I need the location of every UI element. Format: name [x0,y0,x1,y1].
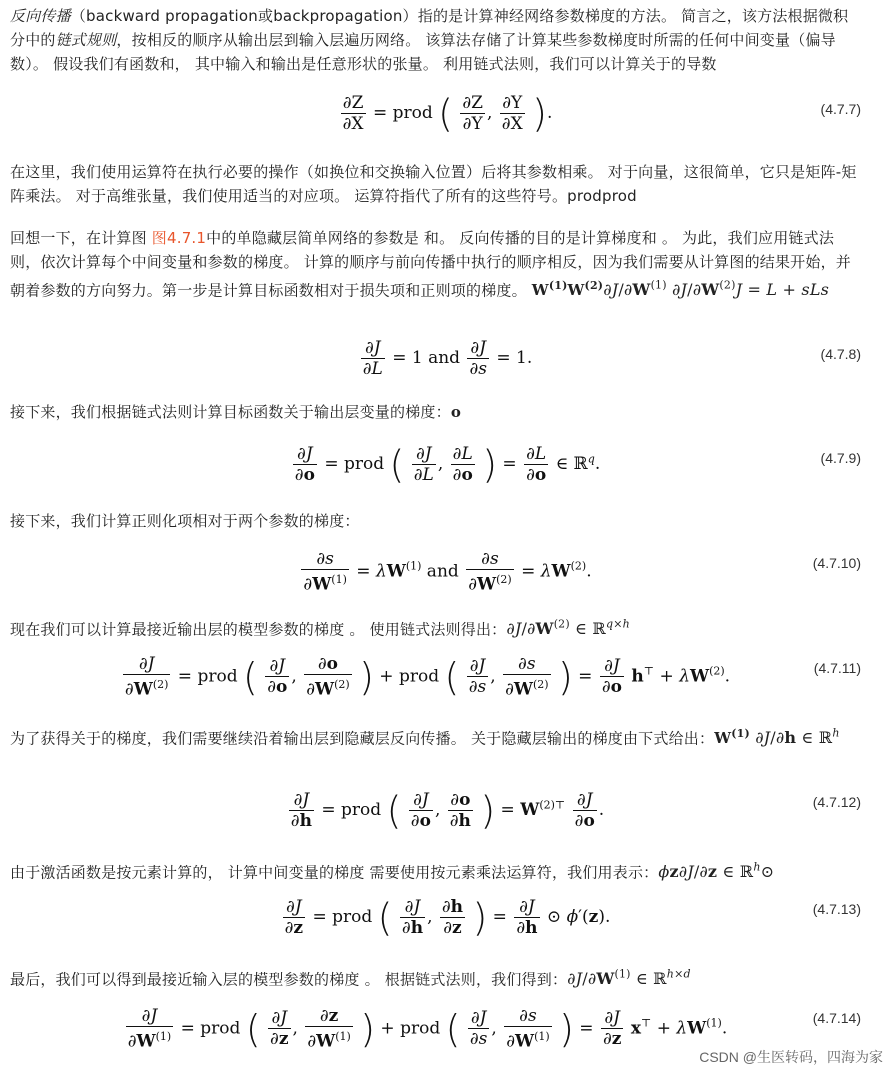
recall-paragraph: 回想一下，在计算图 图4.7.1中的单隐藏层简单网络的参数是 和。 反向传播的目的是计算梯度和 。 为此，我们应用链式法则，依次计算每个中间变量和参数的梯度。 计算的顺序与前向传播中执行的顺序相反，因为我们需要从计算图的结果开始，并朝着参数的方向努力。第一步是计算目标函数相对于损失项和正则项的梯度。 $W^{(1)}W^{(2)}\partial J/\partial W^{(1)}$ $\partial J/\partial W^{(2)}J = L$ + sLs [10,229,851,300]
equation-4-7-12: $\frac{\partial J}{\partial h}$ = prod ( $\frac{\partial J}{\partial o}$ , $\frac{\partial o}{\partial h}$ ) = $W^{(2)⊤}$ $\frac{\partial J}{\partial o}$ . (4.7.12) [290,788,861,833]
term-backprop: 反向传播 [10,7,71,25]
intro-paragraph: 反向传播（backward propagation或backpropagation）指的是计算神经网络参数梯度的方法。 简言之，该方法根据微积分中的链式规则，按相反的顺序从输出层到输入层遍历网络。 该算法存储了计算某些参数梯度时所需的任何中间变量（偏导数）。 假设我们有函数和， 其中输入和输出是任意形状的张量。 利用链式法则，我们可以计算关于的导数 [10,7,849,73]
equation-number: (4.7.14) [812,1010,861,1026]
equation-number: (4.7.12) [812,794,861,810]
equation-number: (4.7.9) [820,450,861,466]
figure-link[interactable]: 图4.7.1 [151,229,207,247]
equation-4-7-7: $\frac{\partial Z}{\partial X}$ = prod ( $\frac{\partial Z}{\partial Y}$ , $\frac{\partial Y}{\partial X}$ ). (4.7.7) [342,91,861,136]
operator-paragraph: 在这里，我们使用运算符在执行必要的操作（如换位和交换输入位置）后将其参数相乘。 对于向量，这很简单，它只是矩阵-矩阵乘法。 对于高维张量，我们使用适当的对应项。 运算符指代了所有的这些符号。prodprod [10,163,857,205]
equation-4-7-10: $\frac{\partial s}{\partial W^{(1)}}$ = $\lambda W^{(1)}$ and $\frac{\partial s}{\partial W^{(2)}}$ = $\lambda W^{(2)}$. (4.7.10) [303,549,861,595]
equation-number: (4.7.11) [813,660,861,676]
equation-number: (4.7.10) [812,555,861,571]
equation-4-7-14: $\frac{\partial J}{\partial W^{(1)}}$ = prod ( $\frac{\partial J}{\partial z}$ , $\frac{\partial z}{\partial W^{(1)}}$ ) + prod ( $\frac{\partial J}{\partial s}$ , $\frac{\partial s}{\partial W^{(1)}}$ ) = $\frac{\partial J}{\partial z}$ $x^⊤ + \lambda W^{(1)}$. (4.7.14) [127,1006,861,1052]
regularization-paragraph: 接下来，我们计算正则化项相对于两个参数的梯度： [10,512,360,530]
equation-4-7-11: $\frac{\partial J}{\partial W^{(2)}}$ = prod ( $\frac{\partial J}{\partial o}$ , $\frac{\partial o}{\partial W^{(2)}}$ ) + prod ( $\frac{\partial J}{\partial s}$ , $\frac{\partial s}{\partial W^{(2)}}$ ) = $\frac{\partial J}{\partial o}$ $h^⊤ + \lambda W^{(2)}$. (4.7.11) [124,654,861,700]
output-gradient-paragraph: 接下来，我们根据链式法则计算目标函数关于输出层变量的梯度：o [10,403,462,421]
input-param-paragraph: 最后，我们可以得到最接近输入层的模型参数的梯度 。 根据链式法则，我们得到：$\partial J/\partial W^{(1)}$ ∈ ℝ$^{h\times d}$ [10,968,691,989]
equation-4-7-9: $\frac{\partial J}{\partial o}$ = prod ( $\frac{\partial J}{\partial L}$ , $\frac{\partial L}{\partial o}$ ) = $\frac{\partial L}{\partial o}$ ∈ ℝ$^q$. (4.7.9) [294,442,861,487]
hidden-layer-paragraph: 为了获得关于的梯度，我们需要继续沿着输出层到隐藏层反向传播。 关于隐藏层输出的梯度由下式给出：$W^{(1)}$ ∂J/∂h ∈ ℝ$^h$ [10,727,840,748]
equation-number: (4.7.8) [820,346,861,362]
output-param-paragraph: 现在我们可以计算最接近输出层的模型参数的梯度 。 使用链式法则得出：$\partial J/\partial W^{(2)}$ ∈ ℝ$^{q\times h}$ [10,618,630,639]
equation-4-7-8: $\frac{\partial J}{\partial L}$ = 1 and $\frac{\partial J}{\partial s}$ = 1. (4.7.8) [362,338,861,379]
equation-number: (4.7.7) [820,101,861,117]
equation-4-7-13: $\frac{\partial J}{\partial z}$ = prod ( $\frac{\partial J}{\partial h}$ , $\frac{\partial h}{\partial z}$ ) = $\frac{\partial J}{\partial h}$ ⊙ ϕ′(z). (4.7.13) [284,895,861,940]
csdn-watermark: CSDN @生医转码，四海为家 [699,1049,883,1065]
activation-paragraph: 由于激活函数是按元素计算的， 计算中间变量的梯度 需要使用按元素乘法运算符，我们用表示：ϕz∂J/∂z ∈ ℝ$^h$⊙ [10,861,775,882]
term-chain-rule: 链式规则 [55,31,117,49]
equation-number: (4.7.13) [812,901,861,917]
